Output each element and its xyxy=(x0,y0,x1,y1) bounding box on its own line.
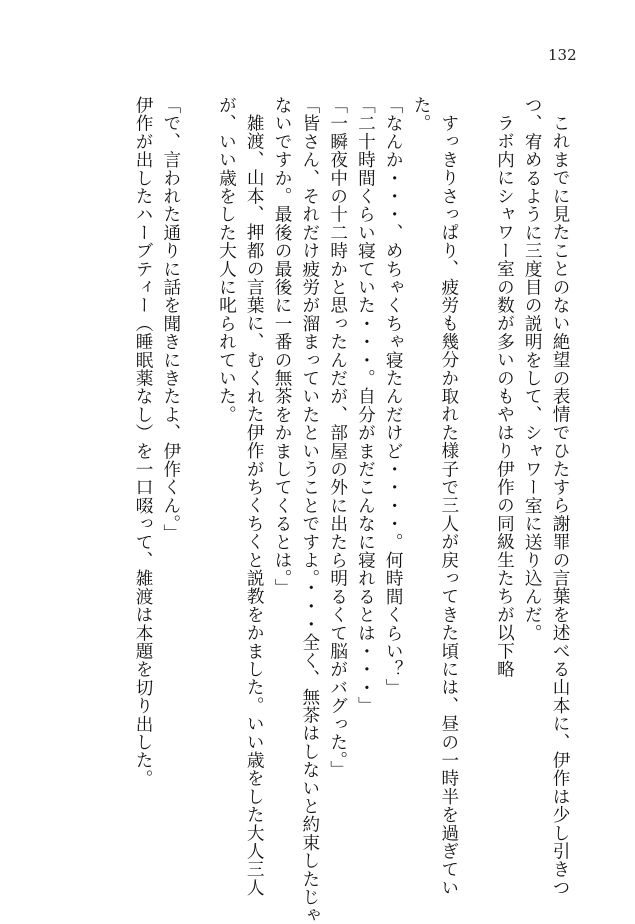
vertical-text-body xyxy=(128,96,573,924)
text-line: つ、宥めるように三度目の説明をして、シャワー室に送り込んだ。 xyxy=(522,96,543,642)
dialogue-line: 「一瞬夜中の十二時かと思ったんだが、部屋の外に出たら明るくて脳がバグった。」 xyxy=(327,96,348,779)
dialogue-line: 「で、言われた通りに話を聞きにきたよ、伊作くん。」 xyxy=(160,96,181,543)
dialogue-line: 「皆さん、それだけ疲労が溜まっていたということですよ。・・・全く、無茶はしないと約束したじゃ xyxy=(299,96,320,924)
blank-line xyxy=(184,96,212,876)
dialogue-line: 「なんか・・・、めちゃくちゃ寝たんだけど・・・・。何時間くらい？」 xyxy=(383,96,404,697)
dialogue-line: 「二十時間くらい寝ていた・・・。自分がまだこんなに寝れるとは・・・」 xyxy=(355,96,376,715)
text-line: が、いい歳をした大人に叱られていた。 xyxy=(216,96,237,424)
text-line: 伊作が出したハーブティー（睡眠薬なし）を一口啜って、雑渡は本題を切り出した。 xyxy=(133,96,154,788)
text-line: 雑渡、山本、押都の言葉に、むくれた伊作がちくちくと説教をかました。いい歳をした大人三人 xyxy=(244,113,265,897)
text-line: すっきりさっぱり、疲労も幾分か取れた様子で三人が戻ってきた頃には、昼の一時半を過ぎてい xyxy=(438,113,459,897)
text-line: た。 xyxy=(411,96,432,133)
text-line: ラボ内にシャワー室の数が多いのもやはり伊作の同級生たちが以下略 xyxy=(494,113,515,678)
blank-line xyxy=(462,96,490,876)
dialogue-line: ないですか。最後の最後に一番の無茶をかましてくるとは。」 xyxy=(272,96,293,597)
text-line: これまでに見たことのない絶望の表情でひたすら謝罪の言葉を述べる山本に、伊作は少し引きつ xyxy=(550,113,570,897)
page-number: 132 xyxy=(548,46,577,64)
